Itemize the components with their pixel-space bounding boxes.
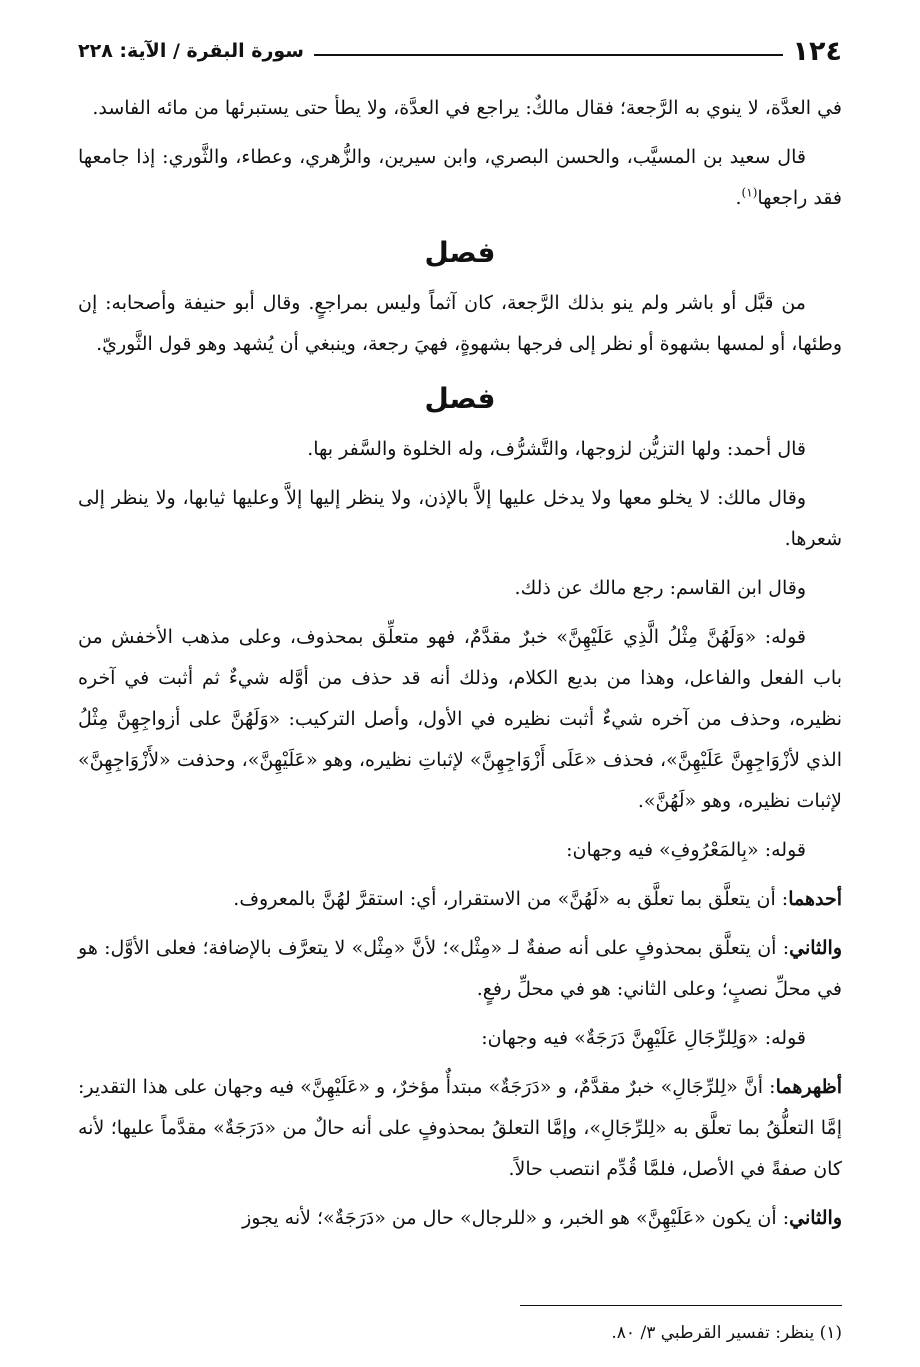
paragraph: [78, 928, 842, 1010]
paragraph: [78, 1018, 842, 1059]
paragraph-label: أظهرهما: [775, 1076, 842, 1098]
footnote-divider: [520, 1305, 842, 1306]
paragraph-text: قال سعيد بن المسيَّب، والحسن البصري، وابن سيرين، والزُّهري، وعطاء، والثَّوري: إذا جامعها فقد راجعها: [78, 146, 842, 209]
footnote: (١) ينظر: تفسير القرطبي ٣/ ٨٠.: [611, 1323, 842, 1343]
paragraph: [78, 879, 842, 920]
header-rule: [314, 54, 783, 56]
paragraph: [78, 137, 842, 219]
page-number: ١٢٤: [792, 35, 842, 67]
page-header: [78, 28, 842, 74]
paragraph-text: : أن يتعلَّق بمحذوفٍ على أنه صفةٌ لـ «مِثْل»؛ لأنَّ «مِثْل» لا يتعرَّف بالإضافة؛ فعلى الأوَّل: هو في محلِّ نصبٍ؛ وعلى الثاني: هو في محلِّ رفعٍ.: [78, 937, 842, 1000]
paragraph: [78, 478, 842, 560]
paragraph-text: .: [735, 187, 742, 209]
page-body: [78, 88, 842, 1239]
paragraph-label: والثاني: [789, 937, 842, 959]
paragraph-text: وقال مالك: لا يخلو معها ولا يدخل عليها إلاَّ بالإذن، ولا ينظر إليها إلاَّ وعليها ثيابها، ولا ينظر إلى شعرها.: [78, 487, 842, 550]
paragraph-text: من قبَّل أو باشر ولم ينو بذلك الرَّجعة، كان آثماً وليس بمراجعٍ. وقال أبو حنيفة وأصحابه: إن وطئها، أو لمسها بشهوة أو نظر إلى فرجها بشهوةٍ، فهيَ رجعة، وينبغي أن يُشهد وهو قول الثَّوريّ.: [78, 292, 842, 355]
paragraph-text: قوله: «وَلِلرِّجَالِ عَلَيْهِنَّ دَرَجَةٌ» فيه وجهان:: [481, 1027, 806, 1049]
paragraph-text: قوله: «بِالمَعْرُوفِ» فيه وجهان:: [566, 839, 806, 861]
paragraph-text: قوله: «وَلَهُنَّ مِثْلُ الَّذِي عَلَيْهِنَّ» خبرٌ مقدَّمٌ، فهو متعلِّق بمحذوف، وعلى مذهب الأخفش من باب الفعل والفاعل، وهذا من بديع الكلام، وذلك أنه قد حذف من أوَّله شيءٌ ثم أثبت في آخره نظيره، وحذف من آخره شيءٌ أثبت نظيره في الأول، وأصل التركيب: «وَلَهُنَّ على أزواجِهِنَّ مِثْلُ الذي لأزْوَاجِهِنَّ عَلَيْهِنَّ»، فحذف «عَلَى أَزْوَاجِهِنَّ» لإثباتِ نظيره، وهو «عَلَيْهِنَّ»، وحذفت «لأَزْوَاجِهِنَّ» لإثبات نظيره، وهو «لَهُنَّ».: [78, 626, 842, 812]
paragraph-label: والثاني: [789, 1207, 842, 1229]
paragraph: [78, 429, 842, 470]
paragraph: [78, 568, 842, 609]
paragraph-text: : أنَّ «لِلرِّجَالِ» خبرٌ مقدَّمٌ، و «دَرَجَةٌ» مبتدأٌ مؤخرٌ، و «عَلَيْهِنَّ» فيه وجهان على هذا التقدير: إمَّا التعلُّقُ بما تعلَّق به «لِلرِّجَالِ»، وإمَّا التعلقُ بمحذوفٍ على أنه حالٌ من «دَرَجَةٌ» مقدَّماً عليها؛ لأنه كان صفةً في الأصل، فلمَّا قُدِّم انتصب حالاً.: [78, 1076, 842, 1180]
paragraph: [78, 1198, 842, 1239]
paragraph: [78, 88, 842, 129]
paragraph-text: : أن يكون «عَلَيْهِنَّ» هو الخبر، و «للرجال» حال من «دَرَجَةٌ»؛ لأنه يجوز: [242, 1207, 790, 1229]
paragraph-text: في العدَّة، لا ينوي به الرَّجعة؛ فقال مالكٌ: يراجع في العدَّة، ولا يطأ حتى يستبرئها من مائه الفاسد.: [92, 97, 842, 119]
section-heading: فصل: [424, 382, 496, 415]
running-title: سورة البقرة / الآية: ٢٢٨: [78, 40, 304, 62]
paragraph-text: قال أحمد: ولها التزيُّن لزوجها، والتَّشرُّف، وله الخلوة والسَّفر بها.: [307, 438, 806, 460]
paragraph: [78, 1067, 842, 1190]
paragraph: [78, 830, 842, 871]
paragraph: [78, 617, 842, 822]
paragraph-text: وقال ابن القاسم: رجع مالك عن ذلك.: [514, 577, 806, 599]
paragraph-text: : أن يتعلَّق بما تعلَّق به «لَهُنَّ» من الاستقرار، أي: استقرَّ لهُنَّ بالمعروف.: [233, 888, 789, 910]
paragraph-label: أحدهما: [788, 888, 842, 910]
paragraph: [78, 283, 842, 365]
footnote-ref: (١): [741, 185, 758, 200]
section-heading: فصل: [424, 236, 496, 269]
